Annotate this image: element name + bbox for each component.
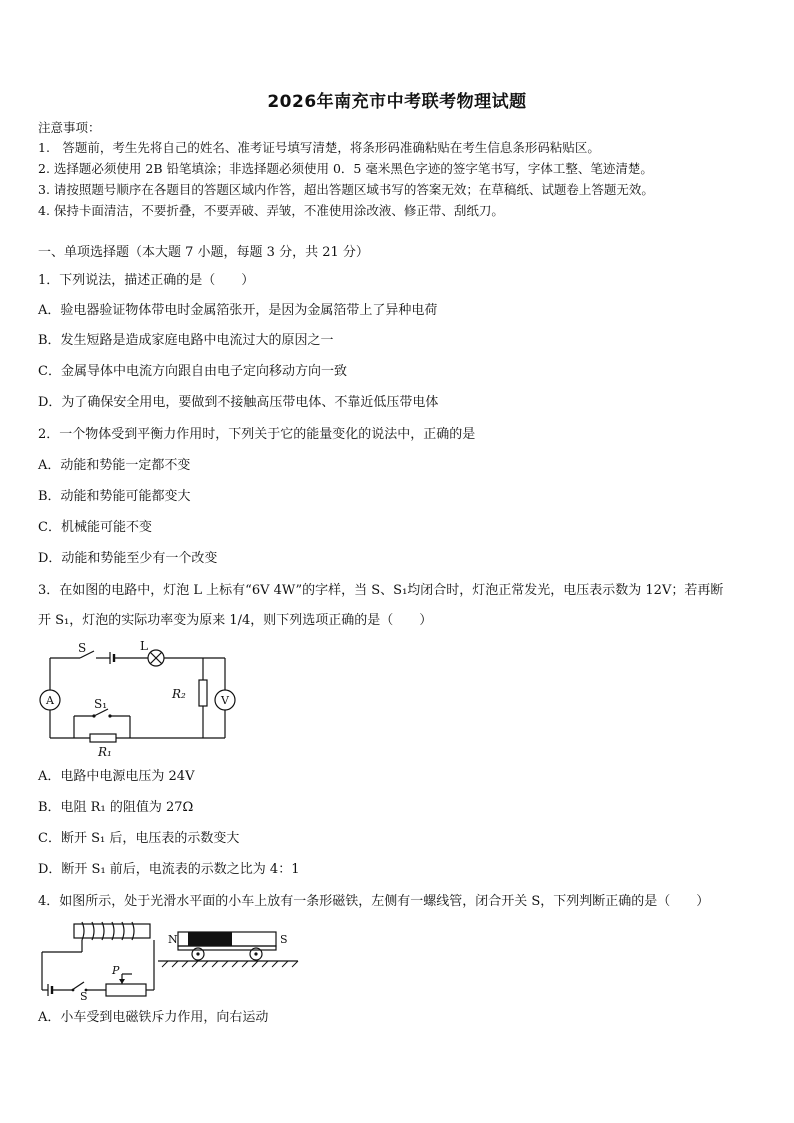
notice-item-2: 2. 选择题必须使用 2B 铅笔填涂；非选择题必须使用 0．5 毫米黑色字迹的签字笔书写，字体工整、笔迹清楚。	[38, 161, 653, 176]
page-title: 2026年南充市中考联考物理试题	[267, 92, 527, 112]
q3-stem-line2: 开 S₁，灯泡的实际功率变为原来 1/4，则下列选项正确的是（ ）	[38, 613, 433, 628]
q2-stem: 2．一个物体受到平衡力作用时，下列关于它的能量变化的说法中，正确的是	[38, 427, 476, 442]
q3-label-r2: R₂	[172, 687, 186, 701]
q4-label-n: N	[168, 933, 178, 946]
notice-item-4: 4. 保持卡面清洁，不要折叠，不要弄破、弄皱，不准使用涂改液、修正带、刮纸刀。	[38, 203, 504, 218]
q4-option-a: A．小车受到电磁铁斥力作用，向右运动	[38, 1010, 269, 1025]
q3-label-ammeter: A	[46, 694, 54, 707]
q3-label-l: L	[140, 640, 148, 653]
q2-option-c: C．机械能可能不变	[38, 520, 152, 535]
q3-label-voltmeter: V	[221, 694, 229, 707]
q2-option-d: D．动能和势能至少有一个改变	[38, 551, 218, 566]
q3-option-b: B．电阻 R₁ 的阻值为 27Ω	[38, 800, 194, 815]
q1-option-a: A．验电器验证物体带电时金属箔张开，是因为金属箔带上了异种电荷	[38, 303, 438, 318]
q4-label-p: P	[112, 964, 120, 977]
q1-option-b: B．发生短路是造成家庭电路中电流过大的原因之一	[38, 333, 334, 348]
q3-stem-line1: 3．在如图的电路中，灯泡 L 上标有“6V 4W”的字样，当 S、S₁均闭合时，灯泡正常发光，电压表示数为 12V；若再断	[38, 583, 724, 598]
q1-option-c: C．金属导体中电流方向跟自由电子定向移动方向一致	[38, 364, 347, 379]
q3-option-d: D．断开 S₁ 前后，电流表的示数之比为 4：1	[38, 862, 300, 877]
q4-label-s-pole: S	[280, 933, 288, 946]
q3-label-r1: R₁	[98, 745, 112, 759]
q2-option-a: A．动能和势能一定都不变	[38, 458, 191, 473]
q4-solenoid-cart-diagram	[38, 918, 308, 1000]
q4-stem: 4．如图所示，处于光滑水平面的小车上放有一条形磁铁，左侧有一螺线管，闭合开关 S，下列判断正确的是（ ）	[38, 894, 710, 909]
q3-label-s1: S₁	[94, 697, 108, 711]
q4-label-switch: S	[80, 990, 88, 1000]
notice-heading: 注意事项：	[38, 120, 101, 135]
notice-item-3: 3. 请按照题号顺序在各题目的答题区域内作答，超出答题区域书写的答案无效；在草稿纸、试题卷上答题无效。	[38, 182, 654, 197]
q1-stem: 1．下列说法，描述正确的是（ ）	[38, 273, 255, 288]
q2-option-b: B．动能和势能可能都变大	[38, 489, 191, 504]
notice-item-1: 1. 答题前，考生先将自己的姓名、准考证号填写清楚，将条形码准确粘贴在考生信息条形码粘贴区。	[38, 140, 600, 155]
q3-circuit-diagram	[38, 640, 248, 762]
q3-option-a: A．电路中电源电压为 24V	[38, 769, 195, 784]
q3-label-s: S	[78, 641, 87, 655]
section-heading: 一、单项选择题（本大题 7 小题，每题 3 分，共 21 分）	[38, 245, 369, 260]
q1-option-d: D．为了确保安全用电，要做到不接触高压带电体、不靠近低压带电体	[38, 395, 439, 410]
q3-option-c: C．断开 S₁ 后，电压表的示数变大	[38, 831, 240, 846]
